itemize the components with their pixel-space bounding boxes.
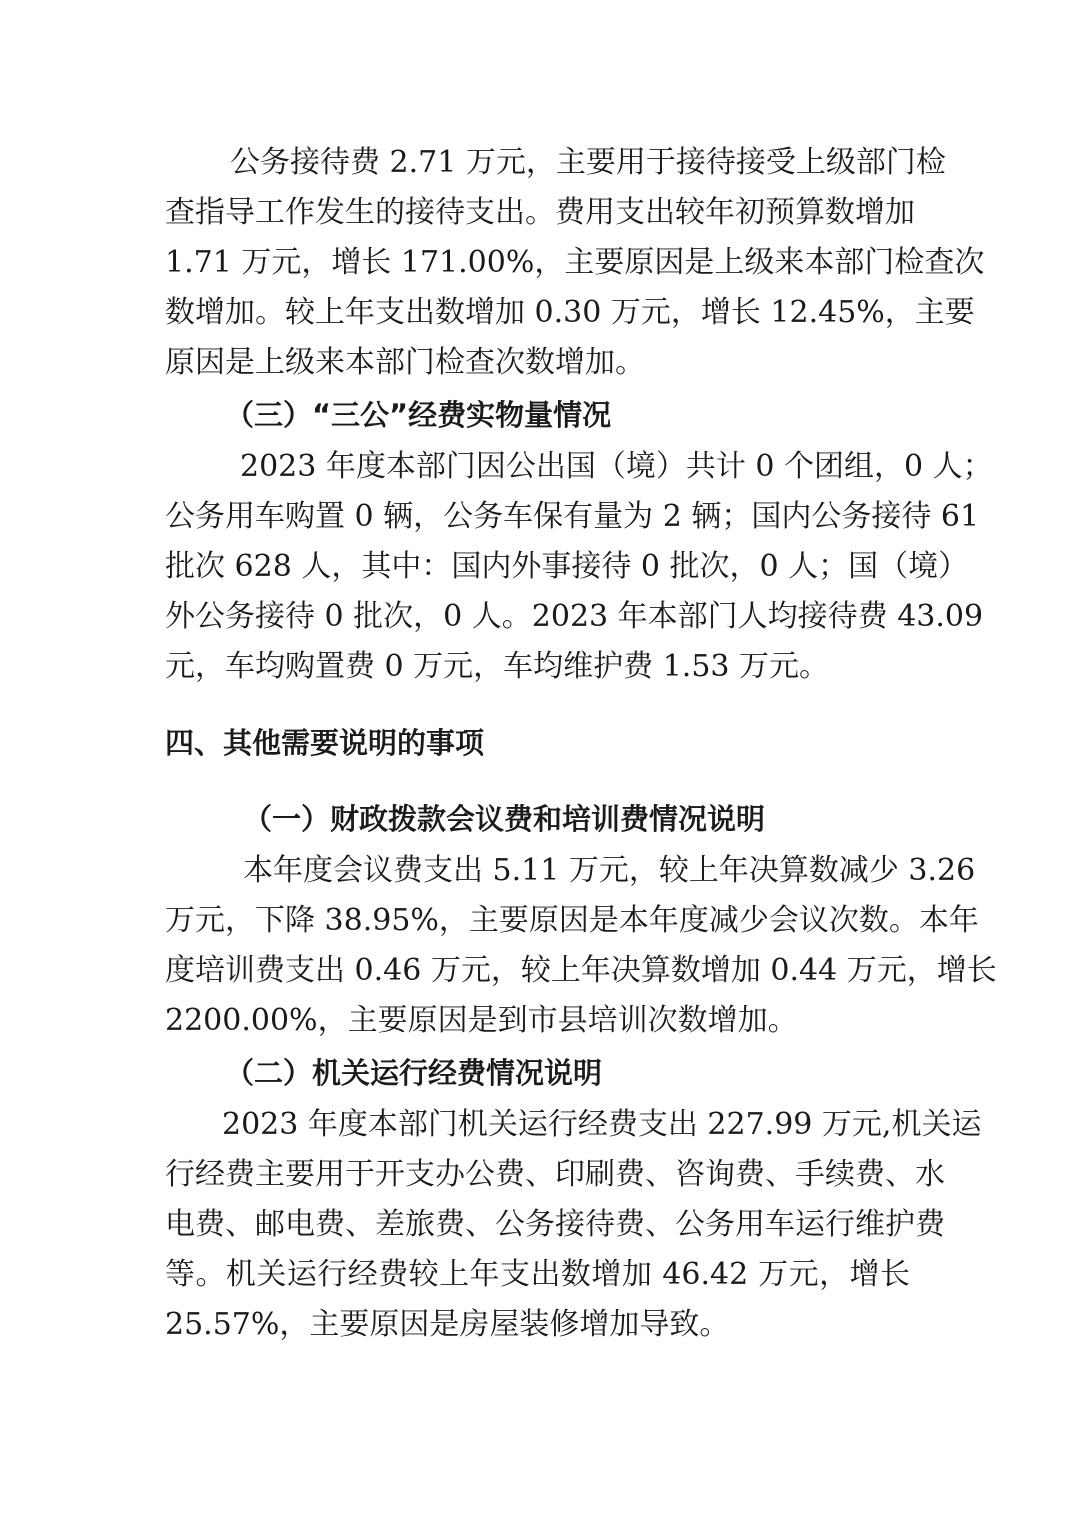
heading-meeting-training: （一）财政拨款会议费和培训费情况说明 (243, 802, 766, 836)
para-hospitality-line-3: 1.71 万元，增长 171.00%，主要原因是上级来本部门检查次 (165, 245, 985, 280)
para-physical-line-3: 批次 628 人，其中：国内外事接待 0 批次，0 人；国（境） (165, 549, 969, 584)
heading-three-public-physical: （三）“三公”经费实物量情况 (225, 398, 612, 432)
para-physical-line-4: 外公务接待 0 批次，0 人。2023 年本部门人均接待费 43.09 (165, 599, 984, 634)
para-hospitality-line-2: 查指导工作发生的接待支出。费用支出较年初预算数增加 (165, 195, 915, 230)
para-operating-line-5: 25.57%，主要原因是房屋装修增加导致。 (165, 1307, 730, 1342)
para-hospitality-line-4: 数增加。较上年支出数增加 0.30 万元，增长 12.45%，主要 (165, 295, 975, 330)
para-operating-line-2: 行经费主要用于开支办公费、印刷费、咨询费、手续费、水 (165, 1157, 945, 1192)
para-meeting-line-3: 度培训费支出 0.46 万元，较上年决算数增加 0.44 万元，增长 (165, 953, 997, 988)
para-meeting-line-4: 2200.00%，主要原因是到市县培训次数增加。 (165, 1003, 798, 1038)
para-operating-line-4: 等。机关运行经费较上年支出数增加 46.42 万元，增长 (165, 1257, 910, 1292)
para-meeting-line-1: 本年度会议费支出 5.11 万元，较上年决算数减少 3.26 (243, 853, 976, 888)
heading-section-four: 四、其他需要说明的事项 (165, 726, 485, 760)
para-meeting-line-2: 万元，下降 38.95%，主要原因是本年度减少会议次数。本年 (165, 903, 979, 938)
para-operating-line-1: 2023 年度本部门机关运行经费支出 227.99 万元,机关运 (222, 1107, 982, 1142)
para-hospitality-line-5: 原因是上级来本部门检查次数增加。 (165, 345, 645, 380)
para-hospitality-line-1: 公务接待费 2.71 万元，主要用于接待接受上级部门检 (230, 145, 946, 180)
para-physical-line-5: 元，车均购置费 0 万元，车均维护费 1.53 万元。 (165, 649, 830, 684)
para-operating-line-3: 电费、邮电费、差旅费、公务接待费、公务用车运行维护费 (165, 1207, 945, 1242)
para-physical-line-1: 2023 年度本部门因公出国（境）共计 0 个团组，0 人； (240, 449, 993, 484)
para-physical-line-2: 公务用车购置 0 辆，公务车保有量为 2 辆；国内公务接待 61 (165, 499, 980, 534)
heading-operating-expenses: （二）机关运行经费情况说明 (225, 1056, 603, 1090)
